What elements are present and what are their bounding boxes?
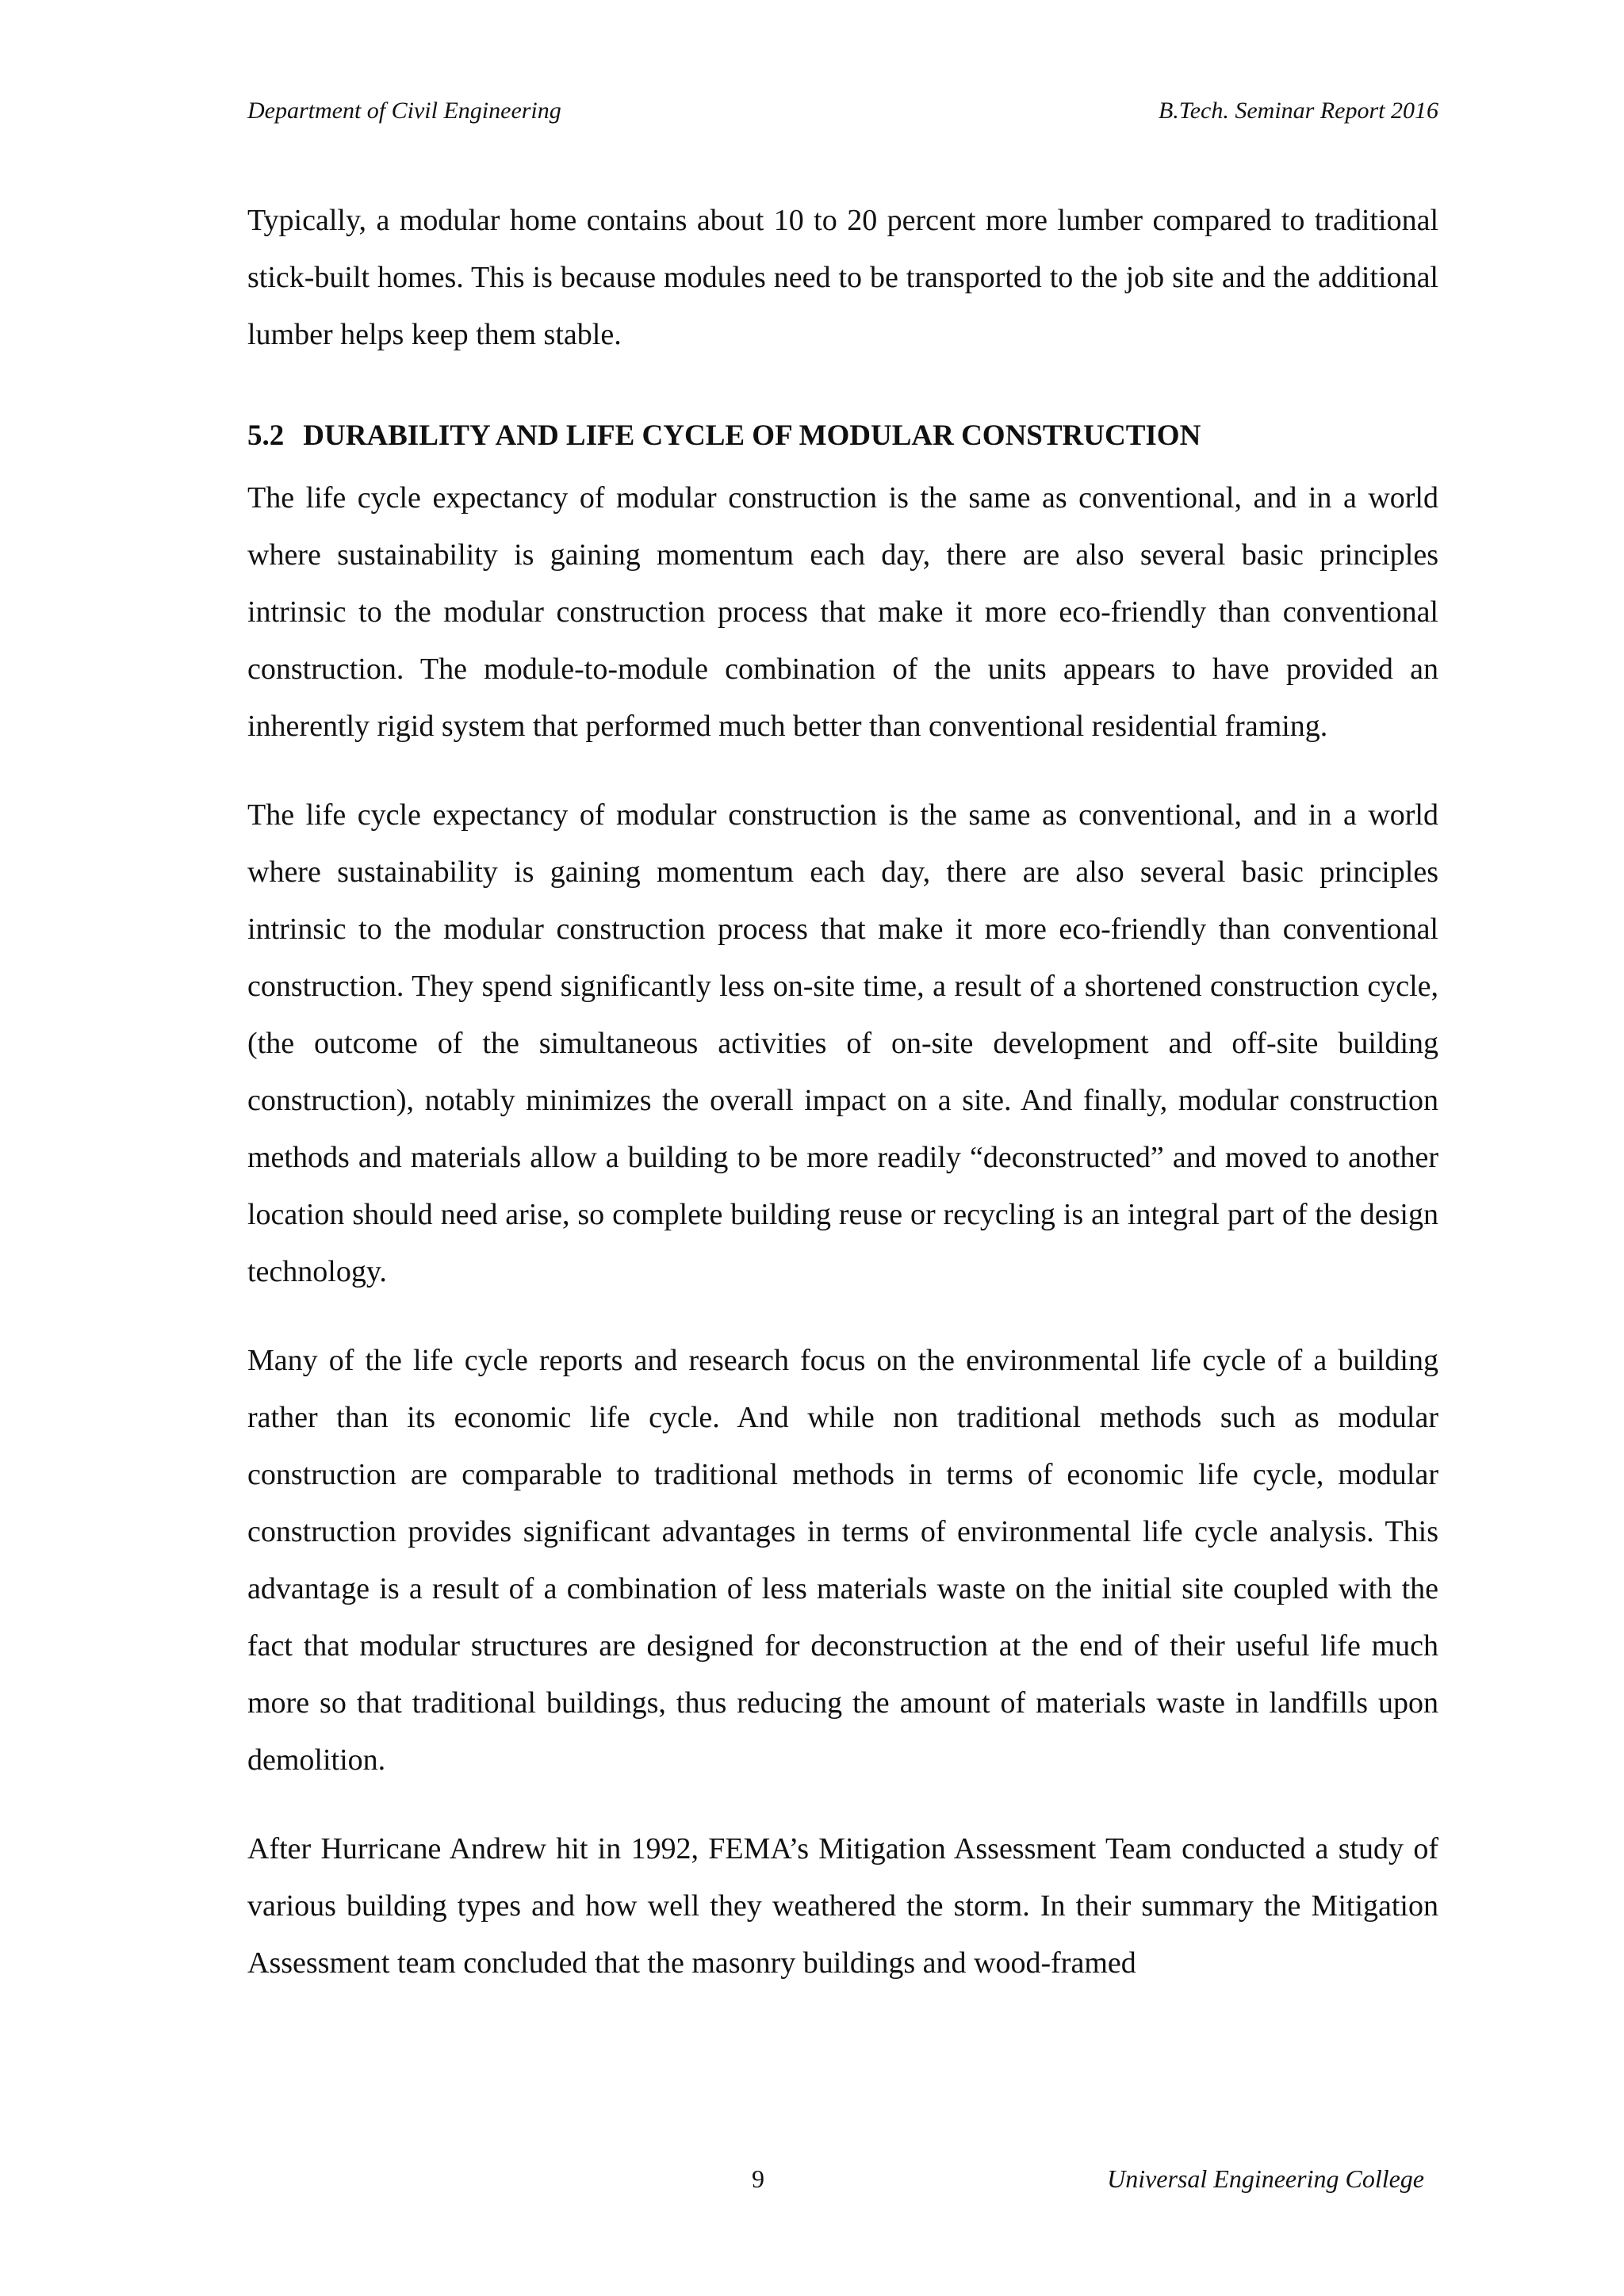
body-paragraph: The life cycle expectancy of modular construction is the same as conventional, and in a world where sustainability is gaining momentum each day, there are also several basic principles intrinsic to the modular construction process that make it more eco-friendly than conventional construction. They spend significantly less on-site time, a result of a shortened construction cycle, (the outcome of the simultaneous activities of on-site development and off-site building construction), notably minimizes the overall impact on a site. And finally, modular construction methods and materials allow a building to be more readily “deconstructed” and moved to another location should need arise, so complete building reuse or recycling is an integral part of the design technology. — [247, 798, 1438, 1288]
page-footer — [247, 2163, 1438, 2195]
section-title: DURABILITY AND LIFE CYCLE OF MODULAR CONSTRUCTION — [303, 419, 1201, 452]
body-paragraph: After Hurricane Andrew hit in 1992, FEMA’s Mitigation Assessment Team conducted a study of various building types and how well they weathered the storm. In their summary the Mitigation Assessment team concluded that the masonry buildings and wood-framed — [247, 1832, 1438, 1980]
body-paragraph: Typically, a modular home contains about 10 to 20 percent more lumber compared to traditional stick-built homes. This is because modules need to be transported to the job site and the additional lumber helps keep them stable. — [247, 204, 1438, 351]
body-paragraph: The life cycle expectancy of modular construction is the same as conventional, and in a world where sustainability is gaining momentum each day, there are also several basic principles intrinsic to the modular construction process that make it more eco-friendly than conventional construction. The module-to-module combination of the units appears to have provided an inherently rigid system that performed much better than conventional residential framing. — [247, 481, 1438, 743]
body-paragraph: Many of the life cycle reports and research focus on the environmental life cycle of a building rather than its economic life cycle. And while non traditional methods such as modular construction are comparable to traditional methods in terms of economic life cycle, modular construction provides significant advantages in terms of environmental life cycle analysis. This advantage is a result of a combination of less materials waste on the initial site coupled with the fact that modular structures are designed for deconstruction at the end of their useful life much more so that traditional buildings, thus reducing the amount of materials waste in landfills upon demolition. — [247, 1344, 1438, 1777]
page-header — [247, 97, 1438, 125]
page-number: 9 — [752, 2164, 764, 2193]
section-heading — [247, 408, 1438, 465]
header-department: Department of Civil Engineering — [247, 98, 561, 124]
header-report-title: B.Tech. Seminar Report 2016 — [1158, 98, 1438, 124]
footer-college: Universal Engineering College — [1107, 2164, 1424, 2193]
page-body — [247, 192, 1438, 2023]
section-number: 5.2 — [247, 419, 285, 452]
